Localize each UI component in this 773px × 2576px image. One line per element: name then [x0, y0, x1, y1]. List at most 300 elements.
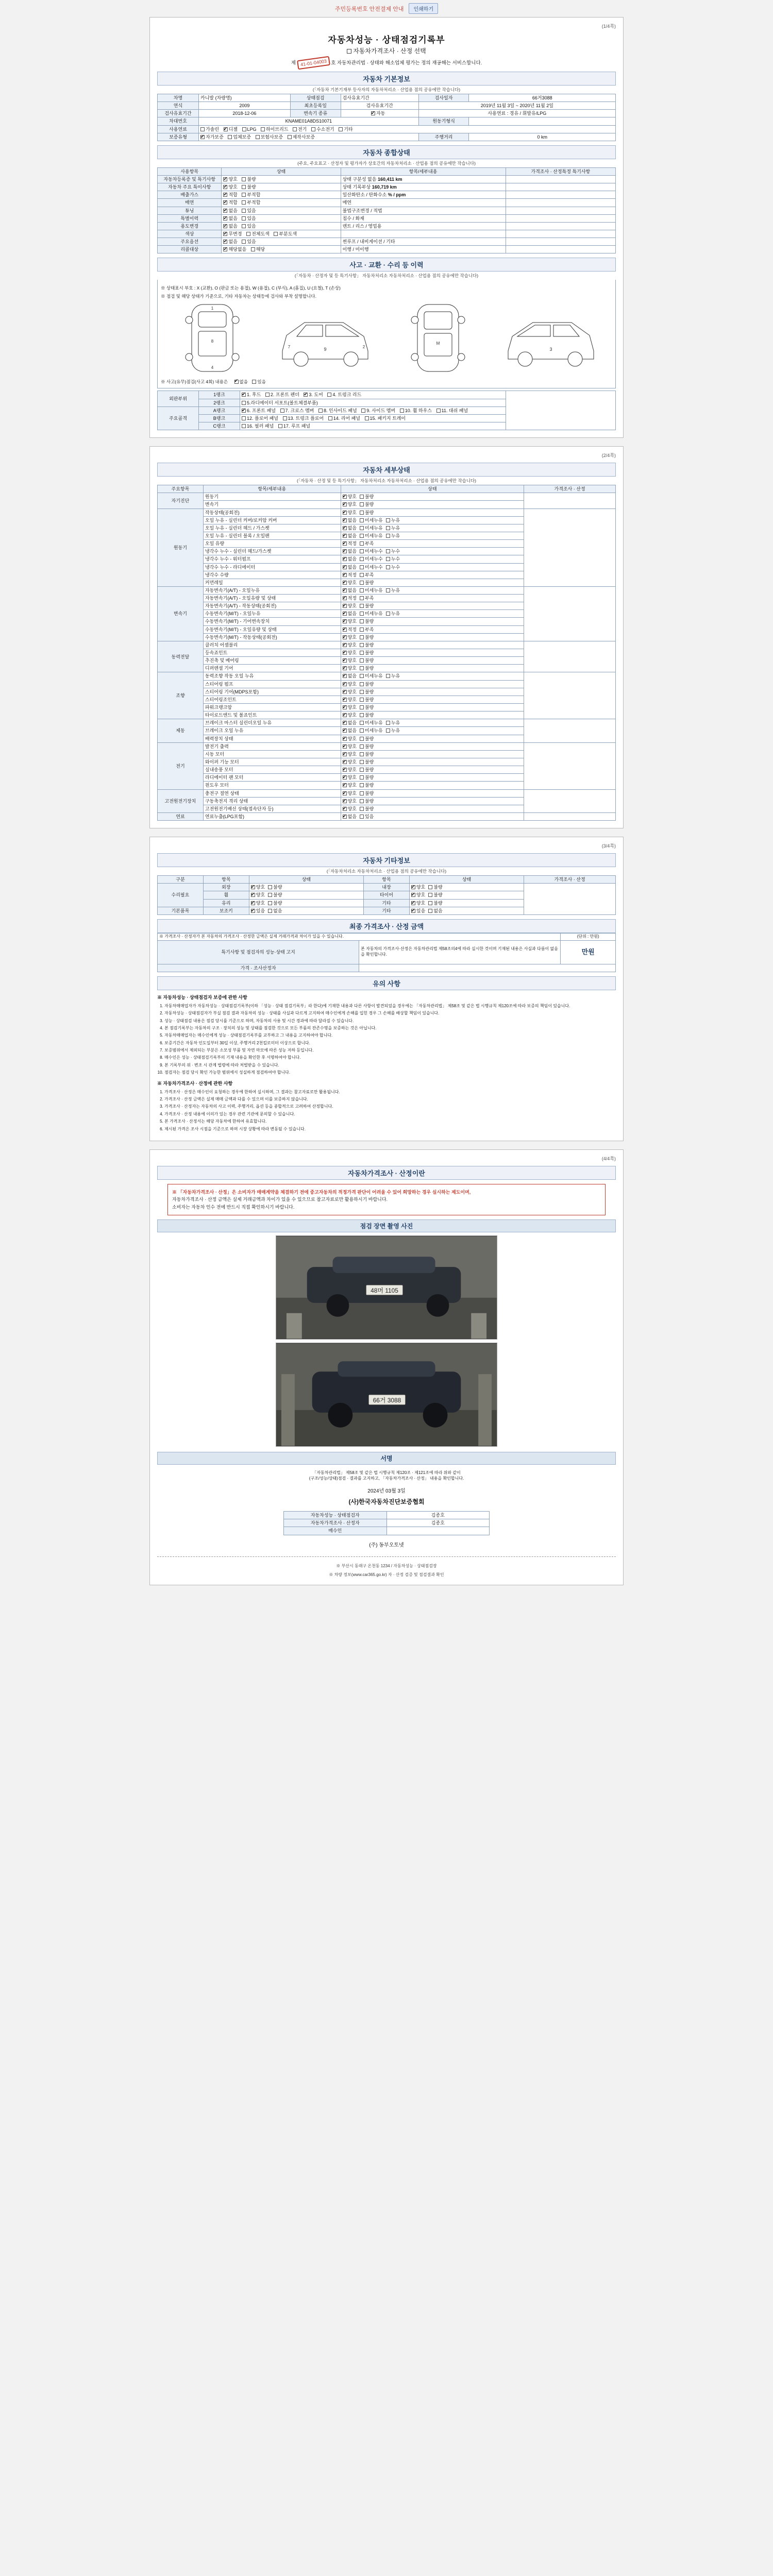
checkbox-icon[interactable] — [252, 380, 256, 384]
option-label: 불량 — [364, 783, 374, 788]
checkbox-icon[interactable] — [242, 216, 246, 221]
signature-org: (사)한국자동차진단보증협회 — [348, 1498, 425, 1506]
checkbox-icon[interactable] — [343, 768, 347, 772]
checkbox-icon[interactable] — [436, 409, 441, 413]
option-label: 부족 — [364, 541, 374, 547]
row-label: 용도변경 — [158, 222, 222, 230]
checkbox-icon[interactable] — [343, 541, 347, 546]
photo-section-title: 점검 장면 촬영 사진 — [157, 1219, 616, 1232]
item-label: 구동축전지 격리 상태 — [203, 797, 341, 805]
option-label: 양호 — [347, 751, 357, 757]
item-state — [341, 766, 524, 774]
cell-value: 66거3088 — [469, 94, 616, 102]
checkbox-icon[interactable] — [360, 760, 364, 764]
table-row — [158, 586, 616, 594]
checkbox-icon[interactable] — [360, 581, 364, 585]
warning-line-3: 소비자는 자동차 인수 전에 반드시 직접 확인하시기 바랍니다. — [172, 1204, 295, 1210]
option-label: 전체도색 — [251, 231, 270, 236]
checkbox-icon[interactable] — [386, 674, 390, 678]
checkbox-icon[interactable] — [246, 232, 250, 236]
option-label: 양호 — [416, 900, 426, 906]
option-label: 5.라디에이터 서포트(볼트체결부품) — [247, 400, 318, 405]
checkbox-icon[interactable] — [343, 783, 347, 787]
item-state — [341, 813, 524, 821]
rank-label: C랭크 — [199, 422, 240, 430]
table-row — [158, 183, 616, 191]
checkbox-icon[interactable] — [242, 193, 246, 197]
item-state — [341, 625, 524, 633]
checkbox-icon[interactable] — [411, 893, 415, 897]
col-header: 상태 — [249, 876, 363, 884]
checkbox-icon[interactable] — [343, 721, 347, 725]
checkbox-icon[interactable] — [242, 177, 246, 181]
checkbox-icon[interactable] — [268, 909, 272, 913]
checkbox-icon[interactable] — [343, 511, 347, 515]
checkbox-icon[interactable] — [386, 526, 390, 530]
checkbox-icon[interactable] — [360, 549, 364, 553]
checkbox-icon[interactable] — [360, 658, 364, 663]
inspection-photo-2 — [276, 1343, 497, 1446]
checkbox-icon[interactable] — [343, 495, 347, 499]
checkbox-icon[interactable] — [304, 393, 308, 397]
checkbox-icon[interactable] — [343, 565, 347, 569]
option-label: 누유 — [391, 673, 400, 679]
price-bottom-label: 가격 · 조사산정자 — [158, 964, 359, 972]
terms-item: 6. 제시된 가격은 조사 시점을 기준으로 하며 시장 상황에 따라 변동될 수 있습니다. — [164, 1126, 616, 1132]
checkbox-icon[interactable] — [386, 721, 390, 725]
cell-value: 2009 — [199, 102, 291, 110]
option-label: 가솔린 — [206, 126, 220, 132]
cell-label: 주행거리 — [418, 133, 469, 141]
checkbox-icon[interactable] — [360, 791, 364, 795]
checkbox-icon[interactable] — [328, 416, 332, 420]
option-label: 없음 — [347, 814, 357, 819]
cell-label: 연식 — [158, 102, 199, 110]
item-b-state — [409, 907, 524, 914]
checkbox-icon[interactable] — [256, 135, 260, 139]
checkbox-icon[interactable] — [343, 728, 347, 733]
option-label: 없음 — [347, 611, 357, 617]
checkbox-icon[interactable] — [343, 744, 347, 749]
checkbox-icon[interactable] — [360, 674, 364, 678]
option-label: 불량 — [364, 494, 374, 500]
checkbox-icon[interactable] — [223, 193, 227, 197]
checkbox-icon[interactable] — [283, 416, 287, 420]
checkbox-icon[interactable] — [223, 240, 227, 244]
row-remark — [506, 183, 615, 191]
checkbox-icon[interactable] — [343, 502, 347, 506]
checkbox-icon[interactable] — [360, 651, 364, 655]
checkbox-icon[interactable] — [343, 534, 347, 538]
checkbox-icon[interactable] — [251, 893, 255, 897]
checkbox-icon[interactable] — [360, 807, 364, 811]
option-label: 불량 — [364, 751, 374, 757]
checkbox-icon[interactable] — [242, 185, 246, 189]
car-view-right — [502, 299, 600, 377]
checkbox-icon[interactable] — [386, 549, 390, 553]
detail-value: 160,719 km — [372, 184, 397, 190]
rank-items — [240, 422, 506, 430]
checkbox-icon[interactable] — [343, 557, 347, 561]
cell-label: 차대번호 — [158, 117, 199, 125]
checkbox-icon[interactable] — [360, 815, 364, 819]
checkbox-icon[interactable] — [280, 409, 284, 413]
table-row — [284, 1519, 490, 1527]
option-label: 없음 — [433, 908, 443, 913]
checkbox-icon[interactable] — [343, 752, 347, 756]
checkbox-icon[interactable] — [228, 135, 232, 139]
print-button[interactable]: 인쇄하기 — [409, 3, 438, 14]
item-b-label: 기타 — [364, 907, 410, 914]
checkbox-icon[interactable] — [360, 705, 364, 709]
item-remark — [524, 672, 616, 719]
checkbox-icon[interactable] — [360, 557, 364, 561]
svg-text:1: 1 — [211, 306, 213, 311]
option-label: 불량 — [364, 502, 374, 507]
checkbox-icon[interactable] — [223, 216, 227, 221]
checkbox-icon[interactable] — [386, 588, 390, 592]
cell-value — [341, 110, 418, 117]
table-row — [158, 199, 616, 207]
terms-item: 10. 점검자는 점검 당시 확인 가능한 범위에서 성실하게 점검하여야 합니다. — [164, 1070, 616, 1076]
checkbox-icon[interactable] — [242, 209, 246, 213]
checkbox-icon[interactable] — [223, 200, 227, 205]
row-state — [222, 230, 341, 238]
option-label: 양호 — [347, 603, 357, 609]
diagram-note-2: ※ 점검 및 해당 상태가 기준으로, 기타 자동차는 상태등에 검사와 부착 설명합니다. — [161, 294, 316, 299]
checkbox-icon[interactable] — [428, 885, 432, 889]
option-label: 불량 — [433, 892, 443, 898]
option-label: 미세누유 — [364, 533, 383, 538]
section-price-intro-title: 자동차가격조사 · 산정이란 — [157, 1166, 616, 1180]
section-accident-note: (「자동차 · 산정자 및 등 특기사항」 자동차처리소 자동차처리소 · 산업용 점의 공유에만 작습니다) — [294, 273, 479, 279]
checkbox-icon[interactable] — [360, 495, 364, 499]
table-row — [158, 102, 616, 110]
checkbox-icon[interactable] — [343, 705, 347, 709]
checkbox-icon[interactable] — [343, 526, 347, 530]
checkbox-icon[interactable] — [343, 628, 347, 632]
checkbox-icon[interactable] — [223, 185, 227, 189]
row-label: 특별이력 — [158, 214, 222, 222]
checkbox-icon[interactable] — [251, 901, 255, 905]
row-remark — [506, 175, 615, 183]
checkbox-icon[interactable] — [343, 612, 347, 616]
checkbox-icon[interactable] — [360, 643, 364, 647]
option-label: 양호 — [347, 619, 357, 624]
checkbox-icon[interactable] — [360, 628, 364, 632]
checkbox-icon[interactable] — [343, 674, 347, 678]
checkbox-icon[interactable] — [224, 127, 228, 131]
checkbox-icon[interactable] — [365, 416, 369, 420]
cell-value — [469, 117, 616, 125]
checkbox-icon[interactable] — [360, 565, 364, 569]
checkbox-icon[interactable] — [278, 424, 282, 428]
table-header-row — [158, 167, 616, 175]
checkbox-icon[interactable] — [428, 893, 432, 897]
row-detail — [341, 230, 506, 238]
checkbox-icon[interactable] — [360, 728, 364, 733]
checkbox-icon[interactable] — [360, 690, 364, 694]
checkbox-icon[interactable] — [360, 604, 364, 608]
checkbox-icon[interactable] — [360, 635, 364, 639]
checkbox-icon[interactable] — [360, 511, 364, 515]
checkbox-icon[interactable] — [386, 534, 390, 538]
option-label: 양호 — [347, 806, 357, 811]
rank-items — [240, 399, 506, 406]
cell-label: 원동기형식 — [418, 117, 469, 125]
checkbox-icon[interactable] — [251, 247, 255, 251]
group-label: 연료 — [158, 813, 204, 821]
checkbox-icon[interactable] — [234, 380, 239, 384]
item-state — [341, 672, 524, 680]
option-label: 자동 — [376, 111, 385, 116]
checkbox-icon[interactable] — [293, 127, 297, 131]
item-remark — [524, 719, 616, 742]
checkbox-icon[interactable] — [343, 737, 347, 741]
checkbox-icon[interactable] — [360, 619, 364, 623]
option-label: 양호 — [347, 697, 357, 702]
option-label: 양호 — [416, 885, 426, 890]
checkbox-icon[interactable] — [411, 901, 415, 905]
checkbox-icon[interactable] — [360, 713, 364, 717]
checkbox-icon[interactable] — [265, 393, 270, 397]
table-row — [158, 789, 616, 797]
option-label: 양호 — [347, 713, 357, 718]
checkbox-icon[interactable] — [242, 200, 246, 205]
option-label: 미세누수 — [364, 556, 383, 562]
option-label: 해당없음 — [228, 247, 247, 252]
warning-box — [167, 1184, 606, 1215]
checkbox-icon[interactable] — [200, 135, 205, 139]
checkbox-icon[interactable] — [343, 658, 347, 663]
checkbox-icon[interactable] — [360, 768, 364, 772]
checkbox-icon[interactable] — [288, 135, 292, 139]
item-b-state — [409, 891, 524, 899]
row-state — [222, 246, 341, 253]
checkbox-icon[interactable] — [343, 807, 347, 811]
table-row — [158, 391, 616, 399]
checkbox-icon[interactable] — [360, 666, 364, 670]
checkbox-icon[interactable] — [360, 744, 364, 749]
checkbox-icon[interactable] — [268, 893, 272, 897]
checkbox-icon[interactable] — [251, 885, 255, 889]
checkbox-icon[interactable] — [360, 682, 364, 686]
law-suffix: 호 — [331, 60, 336, 66]
terms-body — [157, 994, 616, 1132]
checkbox-icon[interactable] — [360, 799, 364, 803]
option-label: 양호 — [347, 502, 357, 507]
checkbox-icon[interactable] — [343, 775, 347, 779]
checkbox-icon[interactable] — [361, 409, 365, 413]
checkbox-icon[interactable] — [386, 518, 390, 522]
svg-text:7: 7 — [288, 345, 290, 350]
law-prefix: 제 — [291, 60, 296, 66]
group-label: 제동 — [158, 719, 204, 742]
checkbox-icon[interactable] — [343, 635, 347, 639]
checkbox-icon[interactable] — [251, 909, 255, 913]
table-row — [158, 222, 616, 230]
checkbox-icon[interactable] — [343, 791, 347, 795]
cell-label: 사용연료 — [158, 125, 199, 133]
col-header: 항목 — [364, 876, 410, 884]
checkbox-icon[interactable] — [343, 713, 347, 717]
item-label: 브레이크 오일 누유 — [203, 727, 341, 735]
checkbox-icon[interactable] — [360, 752, 364, 756]
table-header-row — [158, 485, 616, 493]
item-state — [341, 649, 524, 657]
checkbox-icon[interactable] — [386, 565, 390, 569]
option-label: 미세누유 — [364, 525, 383, 531]
option-label: 자가보증 — [206, 134, 224, 140]
checkbox-icon[interactable] — [343, 573, 347, 577]
checkbox-icon[interactable] — [371, 111, 375, 115]
checkbox-icon[interactable] — [343, 682, 347, 686]
table-row — [158, 719, 616, 727]
checkbox-icon[interactable] — [327, 393, 331, 397]
checkbox-icon[interactable] — [360, 612, 364, 616]
terms-item: 2. 가격조사 · 산정 금액은 실제 매매 금액과 다를 수 있으며 이를 보증하지 않습니다. — [164, 1096, 616, 1103]
option-label: 양호 — [347, 650, 357, 656]
option-label: 디젤 — [228, 126, 238, 132]
checkbox-icon[interactable] — [360, 502, 364, 506]
checkbox-icon[interactable] — [242, 424, 246, 428]
checkbox-icon[interactable] — [428, 909, 432, 913]
checkbox-icon[interactable] — [411, 885, 415, 889]
option-label: 3. 도어 — [309, 392, 323, 398]
item-label: 냉각수 누수 - 실린더 헤드/가스켓 — [203, 548, 341, 555]
checkbox-icon[interactable] — [428, 901, 432, 905]
checkbox-icon[interactable] — [242, 127, 246, 131]
checkbox-icon[interactable] — [242, 240, 246, 244]
checkbox-icon[interactable] — [343, 549, 347, 553]
option-label: 없음 — [347, 549, 357, 554]
rank-label: 1랭크 — [199, 391, 240, 399]
checkbox-icon[interactable] — [343, 588, 347, 592]
checkbox-icon[interactable] — [360, 534, 364, 538]
row-state — [222, 214, 341, 222]
price-unit: (단위 : 만원) — [561, 933, 616, 940]
checkbox-icon[interactable] — [242, 224, 246, 228]
diagram-bottom-note — [161, 379, 612, 385]
checkbox-icon[interactable] — [339, 127, 343, 131]
checkbox-icon[interactable] — [386, 728, 390, 733]
detail-label: 불법구조변경 / 적법 — [342, 208, 382, 213]
option-label: 없음 — [228, 223, 238, 229]
checkbox-icon[interactable] — [343, 651, 347, 655]
car-side-right-icon — [502, 299, 600, 377]
checkbox-icon[interactable] — [360, 588, 364, 592]
checkbox-icon[interactable] — [343, 760, 347, 764]
item-state — [341, 688, 524, 696]
checkbox-icon[interactable] — [223, 232, 227, 236]
col-header: 가격조사 · 산정 — [524, 876, 616, 884]
checkbox-icon[interactable] — [223, 224, 227, 228]
doc-number: 41-01-04003 — [297, 56, 330, 70]
checkbox-icon[interactable] — [343, 518, 347, 522]
checkbox-icon[interactable] — [360, 698, 364, 702]
price-body: 본 자동차의 가격조사·산정은 자동차관리법 제58조의4에 따라 실시한 것이며 기재된 내용은 사실과 다름이 없음을 확인합니다. — [359, 940, 561, 964]
detail-value: % / ppm — [388, 192, 406, 198]
checkbox-icon[interactable] — [261, 127, 265, 131]
checkbox-icon[interactable] — [343, 619, 347, 623]
page-number-4: (4/4쪽) — [601, 1156, 616, 1161]
option-label: 양호 — [256, 885, 265, 890]
col-header: 주요항목 — [158, 485, 204, 493]
cell-value: 2018-12-06 — [199, 110, 291, 117]
checkbox-icon[interactable] — [268, 885, 272, 889]
item-label: 커먼레일 — [203, 579, 341, 586]
option-label: 누수 — [391, 564, 400, 570]
checkbox-icon[interactable] — [274, 232, 278, 236]
checkbox-icon[interactable] — [360, 721, 364, 725]
row-detail — [341, 207, 506, 214]
checkbox-icon[interactable] — [318, 409, 323, 413]
checkbox-icon[interactable] — [343, 799, 347, 803]
checkbox-icon[interactable] — [360, 526, 364, 530]
checkbox-icon[interactable] — [360, 783, 364, 787]
checkbox-icon[interactable] — [360, 541, 364, 546]
row-state — [222, 222, 341, 230]
checkbox-icon[interactable] — [223, 209, 227, 213]
checkbox-icon[interactable] — [223, 247, 227, 251]
checkbox-icon[interactable] — [360, 518, 364, 522]
checkbox-icon[interactable] — [360, 737, 364, 741]
checkbox-icon[interactable] — [343, 604, 347, 608]
checkbox-icon[interactable] — [242, 393, 246, 397]
checkbox-icon[interactable] — [242, 409, 246, 413]
item-label: 냉각수 누수 - 워터펌프 — [203, 555, 341, 563]
checkbox-icon[interactable] — [242, 416, 246, 420]
checkbox-icon[interactable] — [400, 409, 404, 413]
checkbox-icon[interactable] — [360, 775, 364, 779]
option-label: 양호 — [347, 775, 357, 781]
checkbox-icon[interactable] — [268, 901, 272, 905]
checkbox-icon[interactable] — [386, 557, 390, 561]
terms-item: 2. 자동차성능 · 상태점검자가 부실 점검 결과 자동차의 성능 · 상태를 사실과 다르게 고지하여 매수인에게 손해를 입힌 경우 그 손해를 배상할 책임이 있습니다. — [164, 1010, 616, 1016]
checkbox-icon[interactable] — [386, 612, 390, 616]
option-label: 없음 — [347, 720, 357, 726]
section-basic-note: (「자동차 기본기재부 등사자의 자동차처리소 · 산업용 점의 공유에만 작습니다) — [312, 87, 461, 92]
checkbox-icon[interactable] — [360, 596, 364, 600]
checkbox-icon[interactable] — [311, 127, 315, 131]
car-rear-icon — [399, 299, 477, 377]
checkbox-icon[interactable] — [343, 643, 347, 647]
checkbox-icon[interactable] — [223, 177, 227, 181]
row-detail — [341, 246, 506, 253]
checkbox-icon[interactable] — [343, 596, 347, 600]
cell-label: 검사일자 — [418, 94, 469, 102]
item-a-label: 유리 — [203, 899, 249, 907]
option-label: 부족 — [364, 596, 374, 601]
checkbox-icon[interactable] — [242, 401, 246, 405]
checkbox-icon[interactable] — [200, 127, 205, 131]
item-label: 클러치 어셈블리 — [203, 641, 341, 649]
option-label: 적합 — [228, 200, 238, 206]
cell-value: 검사유효기간 — [341, 94, 418, 102]
checkbox-icon[interactable] — [360, 573, 364, 577]
checkbox-icon[interactable] — [343, 698, 347, 702]
checkbox-icon[interactable] — [343, 690, 347, 694]
checkbox-icon[interactable] — [343, 815, 347, 819]
checkbox-icon[interactable] — [343, 581, 347, 585]
option-label: 없음 — [347, 587, 357, 593]
group-label: 동력전달 — [158, 641, 204, 672]
checkbox-icon[interactable] — [347, 49, 351, 54]
option-label: 없음 — [228, 239, 238, 245]
checkbox-icon[interactable] — [411, 909, 415, 913]
checkbox-icon[interactable] — [343, 666, 347, 670]
table-header-row — [158, 876, 616, 884]
